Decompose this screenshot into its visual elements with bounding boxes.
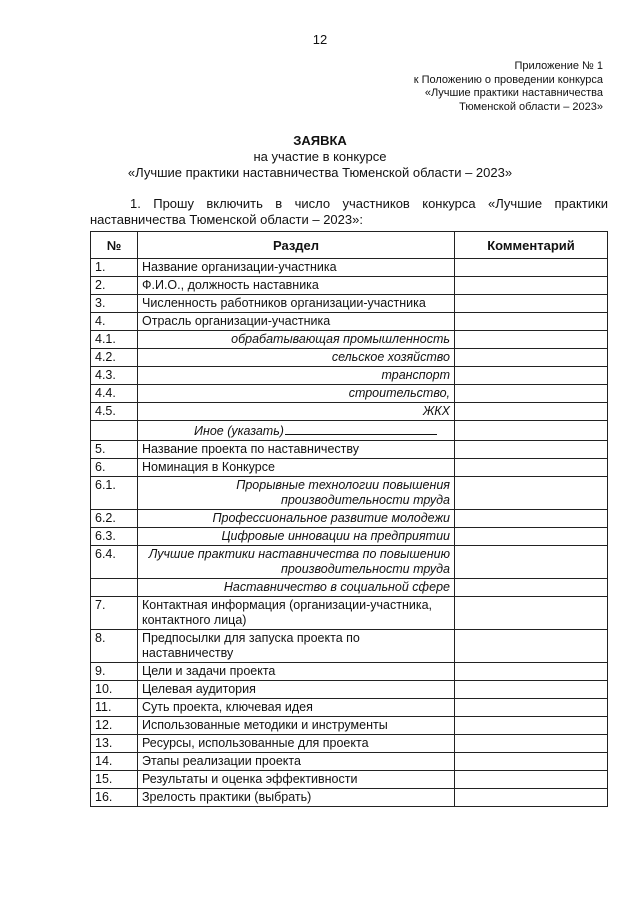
row-number: 3. bbox=[91, 295, 138, 313]
header-section: Раздел bbox=[138, 232, 455, 259]
row-label: Наставничество в социальной сфере bbox=[138, 579, 455, 597]
intro-paragraph: 1. Прошу включить в число участников конкурса «Лучшие практики наставничества Тюменской области – 2023»: bbox=[90, 196, 608, 227]
row-number: 5. bbox=[91, 441, 138, 459]
row-number: 4.2. bbox=[91, 349, 138, 367]
row-comment[interactable] bbox=[455, 313, 608, 331]
row-comment[interactable] bbox=[455, 528, 608, 546]
row-number: 10. bbox=[91, 681, 138, 699]
table-row bbox=[91, 367, 608, 385]
row-number bbox=[91, 579, 138, 597]
row-label: Этапы реализации проекта bbox=[138, 753, 455, 771]
row-comment[interactable] bbox=[455, 349, 608, 367]
row-number: 1. bbox=[91, 259, 138, 277]
table-row bbox=[91, 349, 608, 367]
page-number: 12 bbox=[312, 32, 328, 47]
table-row bbox=[91, 510, 608, 528]
table-row bbox=[91, 331, 608, 349]
row-number: 6. bbox=[91, 459, 138, 477]
row-comment[interactable] bbox=[455, 546, 608, 579]
table-row bbox=[91, 259, 608, 277]
row-number: 4.4. bbox=[91, 385, 138, 403]
row-number: 7. bbox=[91, 597, 138, 630]
row-label: Цели и задачи проекта bbox=[138, 663, 455, 681]
row-label: Использованные методики и инструменты bbox=[138, 717, 455, 735]
document-title: ЗАЯВКА bbox=[293, 133, 347, 148]
row-label: Предпосылки для запуска проекта по наставничеству bbox=[138, 630, 455, 663]
row-comment[interactable] bbox=[455, 663, 608, 681]
row-number: 4.5. bbox=[91, 403, 138, 421]
row-comment[interactable] bbox=[455, 385, 608, 403]
row-number: 4.3. bbox=[91, 367, 138, 385]
table-header-row bbox=[91, 232, 608, 259]
row-label: Зрелость практики (выбрать) bbox=[138, 789, 455, 807]
table-row bbox=[91, 441, 608, 459]
subtitle-line: на участие в конкурсе bbox=[253, 149, 387, 164]
row-comment[interactable] bbox=[455, 630, 608, 663]
table-row bbox=[91, 459, 608, 477]
other-label: Иное (указать) bbox=[194, 424, 284, 438]
table-row bbox=[91, 313, 608, 331]
appendix-line: Тюменской области – 2023» bbox=[459, 100, 603, 113]
row-comment[interactable] bbox=[455, 789, 608, 807]
row-comment[interactable] bbox=[455, 681, 608, 699]
row-comment[interactable] bbox=[455, 771, 608, 789]
subtitle-line: «Лучшие практики наставничества Тюменской области – 2023» bbox=[127, 165, 513, 180]
row-label-other bbox=[138, 421, 455, 441]
header-number: № bbox=[91, 232, 138, 259]
row-label: сельское хозяйство bbox=[138, 349, 455, 367]
table-row bbox=[91, 385, 608, 403]
table-row bbox=[91, 477, 608, 510]
table-row bbox=[91, 295, 608, 313]
table-row bbox=[91, 277, 608, 295]
row-label: Ресурсы, использованные для проекта bbox=[138, 735, 455, 753]
row-label: Отрасль организации-участника bbox=[138, 313, 455, 331]
row-comment[interactable] bbox=[455, 441, 608, 459]
row-comment[interactable] bbox=[455, 295, 608, 313]
row-comment[interactable] bbox=[455, 735, 608, 753]
row-number: 8. bbox=[91, 630, 138, 663]
row-comment[interactable] bbox=[455, 597, 608, 630]
row-number: 16. bbox=[91, 789, 138, 807]
table-row bbox=[91, 630, 608, 663]
row-label: транспорт bbox=[138, 367, 455, 385]
row-label: обрабатывающая промышленность bbox=[138, 331, 455, 349]
row-comment[interactable] bbox=[455, 699, 608, 717]
row-comment[interactable] bbox=[455, 259, 608, 277]
row-label: строительство, bbox=[138, 385, 455, 403]
row-label: Цифровые инновации на предприятии bbox=[138, 528, 455, 546]
row-number: 6.3. bbox=[91, 528, 138, 546]
row-number: 13. bbox=[91, 735, 138, 753]
row-number: 14. bbox=[91, 753, 138, 771]
row-label: Ф.И.О., должность наставника bbox=[138, 277, 455, 295]
row-label: Профессиональное развитие молодежи bbox=[138, 510, 455, 528]
table-row bbox=[91, 735, 608, 753]
row-label: Суть проекта, ключевая идея bbox=[138, 699, 455, 717]
row-number: 6.2. bbox=[91, 510, 138, 528]
table-row bbox=[91, 546, 608, 579]
table-row bbox=[91, 681, 608, 699]
appendix-line: «Лучшие практики наставничества bbox=[424, 87, 603, 99]
row-label: Номинация в Конкурсе bbox=[138, 459, 455, 477]
table-row bbox=[91, 663, 608, 681]
document-subtitle bbox=[0, 149, 640, 181]
row-number: 2. bbox=[91, 277, 138, 295]
row-comment[interactable] bbox=[455, 331, 608, 349]
table-row bbox=[91, 699, 608, 717]
row-comment[interactable] bbox=[455, 277, 608, 295]
row-comment[interactable] bbox=[455, 403, 608, 421]
appendix-line: Приложение № 1 bbox=[514, 60, 603, 72]
row-comment[interactable] bbox=[455, 717, 608, 735]
table-row bbox=[91, 579, 608, 597]
table-row bbox=[91, 771, 608, 789]
row-number: 15. bbox=[91, 771, 138, 789]
application-table bbox=[90, 231, 608, 807]
row-comment[interactable] bbox=[455, 579, 608, 597]
table-row bbox=[91, 528, 608, 546]
table-row bbox=[91, 789, 608, 807]
fill-in-line[interactable] bbox=[285, 422, 437, 435]
row-label: ЖКХ bbox=[138, 403, 455, 421]
table-row bbox=[91, 717, 608, 735]
row-comment[interactable] bbox=[455, 459, 608, 477]
row-number: 6.4. bbox=[91, 546, 138, 579]
row-comment[interactable] bbox=[455, 421, 608, 441]
row-label: Прорывные технологии повышения производительности труда bbox=[138, 477, 455, 510]
appendix-line: к Положению о проведении конкурса bbox=[413, 73, 603, 86]
table-row bbox=[91, 421, 608, 441]
table-row bbox=[91, 403, 608, 421]
row-label: Результаты и оценка эффективности bbox=[138, 771, 455, 789]
table-row bbox=[91, 753, 608, 771]
row-number: 9. bbox=[91, 663, 138, 681]
row-number: 4. bbox=[91, 313, 138, 331]
row-number: 4.1. bbox=[91, 331, 138, 349]
row-number: 12. bbox=[91, 717, 138, 735]
row-number bbox=[91, 421, 138, 441]
row-label: Целевая аудитория bbox=[138, 681, 455, 699]
row-label: Численность работников организации-участника bbox=[138, 295, 455, 313]
table-row bbox=[91, 597, 608, 630]
appendix-header bbox=[414, 60, 603, 114]
row-number: 6.1. bbox=[91, 477, 138, 510]
row-number: 11. bbox=[91, 699, 138, 717]
row-comment[interactable] bbox=[455, 477, 608, 510]
row-comment[interactable] bbox=[455, 510, 608, 528]
row-comment[interactable] bbox=[455, 367, 608, 385]
header-comment: Комментарий bbox=[455, 232, 608, 259]
row-label: Название организации-участника bbox=[138, 259, 455, 277]
row-comment[interactable] bbox=[455, 753, 608, 771]
row-label: Название проекта по наставничеству bbox=[138, 441, 455, 459]
row-label: Контактная информация (организации-участника, контактного лица) bbox=[138, 597, 455, 630]
row-label: Лучшие практики наставничества по повышению производительности труда bbox=[138, 546, 455, 579]
